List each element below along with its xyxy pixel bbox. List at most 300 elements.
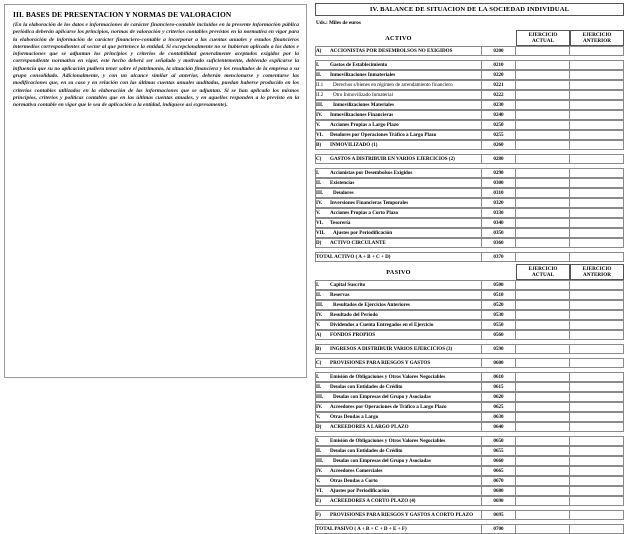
row-number: II. — [316, 384, 322, 390]
table-row — [315, 486, 624, 496]
row-code: 0500 — [482, 280, 516, 290]
row-number: B) — [316, 142, 322, 148]
row-number: II. — [316, 180, 322, 186]
table-row — [315, 412, 624, 422]
value-ejercicio-actual[interactable] — [516, 310, 570, 320]
row-number: IV. — [316, 468, 323, 474]
table-row — [315, 60, 624, 70]
value-ejercicio-anterior[interactable] — [570, 198, 624, 208]
spacer-cell — [482, 264, 516, 280]
row-number: II.2 — [316, 92, 324, 98]
row-label-text: Deudas con Empresas del Grupo y Asociadas — [333, 458, 431, 464]
row-label — [315, 422, 482, 432]
row-code: 0665 — [482, 466, 516, 476]
row-label-text: Deudas con Entidades de Crédito — [330, 384, 403, 390]
value-ejercicio-anterior[interactable] — [570, 344, 624, 354]
table-row — [315, 218, 624, 228]
value-ejercicio-actual[interactable] — [516, 178, 570, 188]
value-ejercicio-actual[interactable] — [516, 168, 570, 178]
row-code: 0290 — [482, 168, 516, 178]
row-number: V. — [316, 122, 321, 128]
row-code: 0221 — [482, 80, 516, 90]
value-ejercicio-actual[interactable] — [516, 90, 570, 100]
table-row — [315, 344, 624, 354]
value-ejercicio-anterior[interactable] — [570, 310, 624, 320]
row-code: 0690 — [482, 496, 516, 506]
row-label-text: Acciones Propias a Corto Plazo — [330, 210, 399, 216]
row-label — [315, 208, 482, 218]
row-number: E) — [316, 498, 322, 504]
value-ejercicio-actual[interactable] — [516, 456, 570, 466]
value-ejercicio-anterior[interactable] — [570, 300, 624, 310]
ejercicio-anterior-line2: ANTERIOR — [583, 38, 611, 44]
row-number: V. — [316, 322, 321, 328]
row-code: 0510 — [482, 290, 516, 300]
row-number: I. — [316, 62, 320, 68]
ejercicio-anterior-header — [570, 30, 624, 46]
row-label — [315, 120, 482, 130]
value-ejercicio-actual[interactable] — [516, 290, 570, 300]
ejercicio-anterior-line1: EJERCICIO — [582, 265, 612, 272]
section-body-text: (En la elaboración de los datos e informaciones de carácter financiero-contable incluidos en la presente información pública periódica deberán aplicarse los principios, normas de valoración y criterios contables previstos en la normativa en vigor para la elaboración de información de carácter financiero-contable a incorporar a las cuentas anuales y estados financieros intermedios correspondientes al sector al que pertenece la entidad. Si excepcionalmente no se hubieran aplicado a los datos e informaciones que se adjuntan los principios y criterios de contabilidad generalmente aceptados exigidos por la correspondiente normativa en vigor, este hecho deberá ser señalado y motivado suficientemente, debiendo explicarse la influencia que su no aplicación pudiera tener sobre el patrimonio, la situación financiera y los resultados de la empresa o su grupo consolidado. Adicionalmente, y con un alcance similar al anterior, deberán mencionarse y comentarse las modificaciones que, en su caso y en relación con las últimas cuentas anuales auditadas, puedan haberse producido en los criterios contables utilizados en la elaboración de las informaciones que se adjuntan. Si se han aplicado los mismos principios, criterios y políticas contables que en las últimas cuentas anuales, y en aquellos responden a lo previsto en la normativa contable en vigor que le sea de aplicación a la entidad, indíquese así expresamente). — [13, 22, 299, 109]
value-ejercicio-actual[interactable] — [516, 402, 570, 412]
table-row — [315, 178, 624, 188]
value-ejercicio-anterior[interactable] — [570, 392, 624, 402]
value-ejercicio-actual[interactable] — [516, 330, 570, 340]
row-code: 0222 — [482, 90, 516, 100]
row-code: 0300 — [482, 178, 516, 188]
row-number: IV. — [316, 112, 323, 118]
ejercicio-actual-line1: EJERCICIO — [528, 265, 558, 272]
row-label — [315, 330, 482, 340]
value-ejercicio-actual[interactable] — [516, 280, 570, 290]
row-number: III. — [316, 102, 324, 108]
row-label-text: Deudores por Operaciones Tráfico a Largo Plazo — [330, 132, 437, 138]
row-code: 0250 — [482, 120, 516, 130]
table-row — [315, 382, 624, 392]
row-code: 0210 — [482, 60, 516, 70]
row-label — [315, 310, 482, 320]
table-row — [315, 228, 624, 238]
row-label-text: Emisión de Obligaciones y Otros Valores Negociables — [330, 438, 446, 444]
row-code: 0530 — [482, 310, 516, 320]
value-ejercicio-anterior[interactable] — [570, 140, 624, 150]
table-row — [315, 46, 624, 56]
row-label-text: Otro Inmovilizado Inmaterial — [333, 92, 393, 98]
value-ejercicio-anterior[interactable] — [570, 100, 624, 110]
value-ejercicio-actual[interactable] — [516, 120, 570, 130]
value-ejercicio-anterior[interactable] — [570, 130, 624, 140]
row-number: V. — [316, 478, 321, 484]
value-ejercicio-actual[interactable] — [516, 372, 570, 382]
ejercicio-actual-line1: EJERCICIO — [528, 31, 558, 38]
table-row — [315, 456, 624, 466]
row-label — [315, 252, 482, 262]
row-number: IV. — [316, 312, 323, 318]
value-ejercicio-anterior[interactable] — [570, 466, 624, 476]
row-code: 0200 — [482, 46, 516, 56]
row-label-text: INMOVILIZADO (1) — [330, 142, 378, 148]
value-ejercicio-anterior[interactable] — [570, 496, 624, 506]
value-ejercicio-anterior[interactable] — [570, 290, 624, 300]
row-label-text: Gastos de Establecimiento — [330, 62, 388, 68]
row-number: A) — [316, 48, 322, 54]
table-row — [315, 188, 624, 198]
row-number: III. — [316, 302, 324, 308]
value-ejercicio-anterior[interactable] — [570, 208, 624, 218]
row-code: 0600 — [482, 358, 516, 368]
value-ejercicio-anterior[interactable] — [570, 238, 624, 248]
row-code: 0650 — [482, 436, 516, 446]
row-code: 0280 — [482, 154, 516, 164]
table-row — [315, 496, 624, 506]
table-row — [315, 198, 624, 208]
pasivo-tbody — [315, 264, 624, 534]
table-row — [315, 476, 624, 486]
ejercicio-anterior-header — [570, 264, 624, 280]
value-ejercicio-actual[interactable] — [516, 100, 570, 110]
table-row — [315, 90, 624, 100]
row-code: 0240 — [482, 110, 516, 120]
table-row — [315, 110, 624, 120]
row-label — [315, 80, 482, 90]
table-row — [315, 310, 624, 320]
value-ejercicio-anterior[interactable] — [570, 476, 624, 486]
table-row — [315, 140, 624, 150]
row-label-text: PROVISIONES PARA RIESGOS Y GASTOS A CORTO PLAZO — [330, 512, 474, 518]
row-label — [315, 218, 482, 228]
row-number: II. — [316, 72, 322, 78]
row-code: 0680 — [482, 486, 516, 496]
value-ejercicio-anterior[interactable] — [570, 446, 624, 456]
value-ejercicio-actual[interactable] — [516, 46, 570, 56]
row-number: I. — [316, 438, 320, 444]
row-label-text: Deudores — [333, 190, 354, 196]
value-ejercicio-anterior[interactable] — [570, 228, 624, 238]
value-ejercicio-actual[interactable] — [516, 228, 570, 238]
table-row — [315, 70, 624, 80]
value-ejercicio-anterior[interactable] — [570, 168, 624, 178]
row-label-text: Resultados de Ejercicios Anteriores — [333, 302, 410, 308]
row-code: 0640 — [482, 422, 516, 432]
row-number: VI. — [316, 488, 323, 494]
value-ejercicio-anterior[interactable] — [570, 80, 624, 90]
row-label — [315, 382, 482, 392]
row-label-text: Existencias — [330, 180, 355, 186]
row-label — [315, 46, 482, 56]
value-ejercicio-anterior[interactable] — [570, 422, 624, 432]
row-label — [315, 168, 482, 178]
row-label-text: Derechos s/bienes en régimen de arrendamiento financiero — [333, 82, 453, 88]
value-ejercicio-actual[interactable] — [516, 524, 570, 534]
table-row — [315, 80, 624, 90]
row-label-text: Ajustes por Periodificación — [333, 230, 393, 236]
value-ejercicio-actual[interactable] — [516, 436, 570, 446]
value-ejercicio-anterior[interactable] — [570, 510, 624, 520]
ejercicio-actual-header — [516, 264, 570, 280]
value-ejercicio-anterior[interactable] — [570, 60, 624, 70]
row-label — [315, 154, 482, 164]
spacer-cell — [482, 30, 516, 46]
table-row — [315, 120, 624, 130]
row-number: IV. — [316, 200, 323, 206]
value-ejercicio-actual[interactable] — [516, 238, 570, 248]
value-ejercicio-actual[interactable] — [516, 198, 570, 208]
row-code: 0620 — [482, 392, 516, 402]
row-label — [315, 412, 482, 422]
row-code: 0630 — [482, 412, 516, 422]
value-ejercicio-anterior[interactable] — [570, 178, 624, 188]
activo-table — [315, 30, 624, 262]
section-heading: III. BASES DE PRESENTACION Y NORMAS DE VALORACION — [13, 10, 232, 19]
row-code: 0360 — [482, 238, 516, 248]
row-label — [315, 90, 482, 100]
value-ejercicio-anterior[interactable] — [570, 358, 624, 368]
row-label — [315, 130, 482, 140]
row-number: III. — [316, 190, 324, 196]
activo-header-row — [315, 30, 624, 46]
table-row — [315, 436, 624, 446]
row-number: VI. — [316, 220, 323, 226]
value-ejercicio-anterior[interactable] — [570, 188, 624, 198]
row-code: 0670 — [482, 476, 516, 486]
row-label — [315, 60, 482, 70]
row-number: VI. — [316, 132, 323, 138]
value-ejercicio-actual[interactable] — [516, 110, 570, 120]
balance-title: IV. BALANCE DE SITUACION DE LA SOCIEDAD INDIVIDUAL — [315, 3, 624, 16]
table-row — [315, 280, 624, 290]
row-number: V. — [316, 414, 321, 420]
value-ejercicio-actual[interactable] — [516, 476, 570, 486]
row-code: 0370 — [482, 252, 516, 262]
table-row — [315, 168, 624, 178]
value-ejercicio-actual[interactable] — [516, 510, 570, 520]
value-ejercicio-actual[interactable] — [516, 60, 570, 70]
value-ejercicio-actual[interactable] — [516, 446, 570, 456]
row-label — [315, 178, 482, 188]
value-ejercicio-actual[interactable] — [516, 422, 570, 432]
row-label — [315, 280, 482, 290]
table-row — [315, 402, 624, 412]
row-number: IV. — [316, 404, 323, 410]
value-ejercicio-anterior[interactable] — [570, 412, 624, 422]
table-row — [315, 446, 624, 456]
value-ejercicio-anterior[interactable] — [570, 402, 624, 412]
row-number: III. — [316, 394, 324, 400]
value-ejercicio-actual[interactable] — [516, 320, 570, 330]
row-code: 0550 — [482, 320, 516, 330]
bases-presentacion-panel — [4, 4, 307, 378]
row-code: 0560 — [482, 330, 516, 340]
row-label — [315, 486, 482, 496]
row-label — [315, 476, 482, 486]
value-ejercicio-actual[interactable] — [516, 70, 570, 80]
row-label — [315, 436, 482, 446]
row-label — [315, 238, 482, 248]
row-label — [315, 392, 482, 402]
row-code: 0660 — [482, 456, 516, 466]
value-ejercicio-actual[interactable] — [516, 218, 570, 228]
row-label-text: ACTIVO CIRCULANTE — [330, 240, 386, 246]
row-label — [315, 100, 482, 110]
row-label — [315, 372, 482, 382]
value-ejercicio-anterior[interactable] — [570, 110, 624, 120]
value-ejercicio-actual[interactable] — [516, 486, 570, 496]
row-label — [315, 496, 482, 506]
value-ejercicio-actual[interactable] — [516, 412, 570, 422]
pasivo-header-row — [315, 264, 624, 280]
table-row — [315, 252, 624, 262]
table-row — [315, 422, 624, 432]
row-code: 0260 — [482, 140, 516, 150]
row-number: I. — [316, 282, 320, 288]
ejercicio-actual-header — [516, 30, 570, 46]
row-label-text: FONDOS PROPIOS — [330, 332, 376, 338]
value-ejercicio-actual[interactable] — [516, 300, 570, 310]
row-label-text: Accionistas por Desembolsos Exigidos — [330, 170, 413, 176]
row-label-text: Acreedores Comerciales — [330, 468, 383, 474]
value-ejercicio-anterior[interactable] — [570, 218, 624, 228]
row-label-text: Dividendos a Cuenta Entregados en el Ejercicio — [330, 322, 434, 328]
units-label: Uds.: Miles de euros — [316, 20, 361, 26]
value-ejercicio-anterior[interactable] — [570, 436, 624, 446]
value-ejercicio-actual[interactable] — [516, 382, 570, 392]
row-label-text: Inmovilizaciones Materiales — [333, 102, 394, 108]
row-number: D) — [316, 424, 322, 430]
value-ejercicio-anterior[interactable] — [570, 372, 624, 382]
value-ejercicio-anterior[interactable] — [570, 320, 624, 330]
value-ejercicio-actual[interactable] — [516, 130, 570, 140]
table-row — [315, 238, 624, 248]
value-ejercicio-actual[interactable] — [516, 154, 570, 164]
value-ejercicio-anterior[interactable] — [570, 46, 624, 56]
value-ejercicio-anterior[interactable] — [570, 70, 624, 80]
value-ejercicio-anterior[interactable] — [570, 154, 624, 164]
pasivo-table — [315, 264, 624, 534]
value-ejercicio-actual[interactable] — [516, 252, 570, 262]
row-number: VII. — [316, 230, 325, 236]
value-ejercicio-actual[interactable] — [516, 358, 570, 368]
row-label-text: TOTAL ACTIVO ( A + B + C + D) — [316, 254, 391, 260]
row-label — [315, 110, 482, 120]
row-label — [315, 446, 482, 456]
row-number: II.1 — [316, 82, 324, 88]
row-number: C) — [316, 156, 322, 162]
row-code: 0340 — [482, 218, 516, 228]
table-row — [315, 320, 624, 330]
table-row — [315, 208, 624, 218]
row-code: 0320 — [482, 198, 516, 208]
value-ejercicio-actual[interactable] — [516, 344, 570, 354]
row-label — [315, 358, 482, 368]
ejercicio-anterior-line1: EJERCICIO — [582, 31, 612, 38]
value-ejercicio-actual[interactable] — [516, 208, 570, 218]
row-label-text: ACREEDORES A LARGO PLAZO — [330, 424, 409, 430]
table-row — [315, 100, 624, 110]
row-code: 0625 — [482, 402, 516, 412]
value-ejercicio-actual[interactable] — [516, 496, 570, 506]
row-number: I. — [316, 374, 320, 380]
balance-panel — [315, 3, 624, 534]
activo-column-title: ACTIVO — [385, 34, 412, 42]
ejercicio-actual-line2: ACTUAL — [532, 38, 554, 44]
value-ejercicio-anterior[interactable] — [570, 382, 624, 392]
row-number: III. — [316, 458, 324, 464]
row-label-text: GASTOS A DISTRIBUIR EN VARIOS EJERCICIOS (2) — [330, 156, 455, 162]
value-ejercicio-anterior[interactable] — [570, 456, 624, 466]
value-ejercicio-actual[interactable] — [516, 140, 570, 150]
row-label — [315, 70, 482, 80]
row-number: F) — [316, 512, 321, 518]
table-row — [315, 372, 624, 382]
row-label-text: INGRESOS A DISTRIBUIR VARIOS EJERCICIOS (3) — [330, 346, 453, 352]
activo-tbody — [315, 30, 624, 262]
value-ejercicio-anterior[interactable] — [570, 330, 624, 340]
value-ejercicio-anterior[interactable] — [570, 280, 624, 290]
row-label-text: Inmovilizaciones Inmateriales — [330, 72, 396, 78]
ejercicio-anterior-line2: ANTERIOR — [583, 272, 611, 278]
row-number: V. — [316, 210, 321, 216]
row-label-text: Otras Deudas a Largo — [330, 414, 379, 420]
row-number: II. — [316, 292, 322, 298]
value-ejercicio-anterior[interactable] — [570, 90, 624, 100]
row-label-text: Ajustes por Periodificación — [330, 488, 390, 494]
table-row — [315, 290, 624, 300]
row-code: 0695 — [482, 510, 516, 520]
value-ejercicio-actual[interactable] — [516, 466, 570, 476]
row-label — [315, 344, 482, 354]
row-label — [315, 510, 482, 520]
row-code: 0590 — [482, 344, 516, 354]
row-label — [315, 140, 482, 150]
value-ejercicio-actual[interactable] — [516, 188, 570, 198]
value-ejercicio-anterior[interactable] — [570, 486, 624, 496]
row-label-text: Deudas con Empresas del Grupo y Asociadas — [333, 394, 431, 400]
table-row — [315, 330, 624, 340]
row-code: 0700 — [482, 524, 516, 534]
row-number: I. — [316, 170, 320, 176]
row-code: 0615 — [482, 382, 516, 392]
value-ejercicio-actual[interactable] — [516, 80, 570, 90]
row-code: 0655 — [482, 446, 516, 456]
row-label-text: ACREEDORES A CORTO PLAZO (4) — [330, 498, 416, 504]
row-label-text: Tesorería — [330, 220, 351, 226]
value-ejercicio-anterior[interactable] — [570, 120, 624, 130]
table-row — [315, 510, 624, 520]
row-code: 0330 — [482, 208, 516, 218]
table-row — [315, 358, 624, 368]
value-ejercicio-anterior[interactable] — [570, 524, 624, 534]
row-label — [315, 188, 482, 198]
row-code: 0230 — [482, 100, 516, 110]
row-label-text: Acreedores por Operaciones de Tráfico a Largo Plazo — [330, 404, 447, 410]
row-number: C) — [316, 360, 322, 366]
row-label-text: Otras Deudas a Corto — [330, 478, 378, 484]
row-label — [315, 402, 482, 412]
row-label-text: ACCIONISTAS POR DESEMBOLSOS NO EXIGIDOS — [330, 48, 453, 54]
row-label — [315, 290, 482, 300]
value-ejercicio-anterior[interactable] — [570, 252, 624, 262]
row-label-text: Inmovilizaciones Financieras — [330, 112, 394, 118]
row-label-text: Emisión de Obligaciones y Otros Valores Negociables — [330, 374, 446, 380]
table-row — [315, 524, 624, 534]
row-label-text: TOTAL PASIVO ( A + B + C + D + E + F) — [316, 526, 407, 532]
row-code: 0520 — [482, 300, 516, 310]
value-ejercicio-actual[interactable] — [516, 392, 570, 402]
row-label — [315, 300, 482, 310]
row-label-text: Reservas — [330, 292, 350, 298]
row-label — [315, 228, 482, 238]
